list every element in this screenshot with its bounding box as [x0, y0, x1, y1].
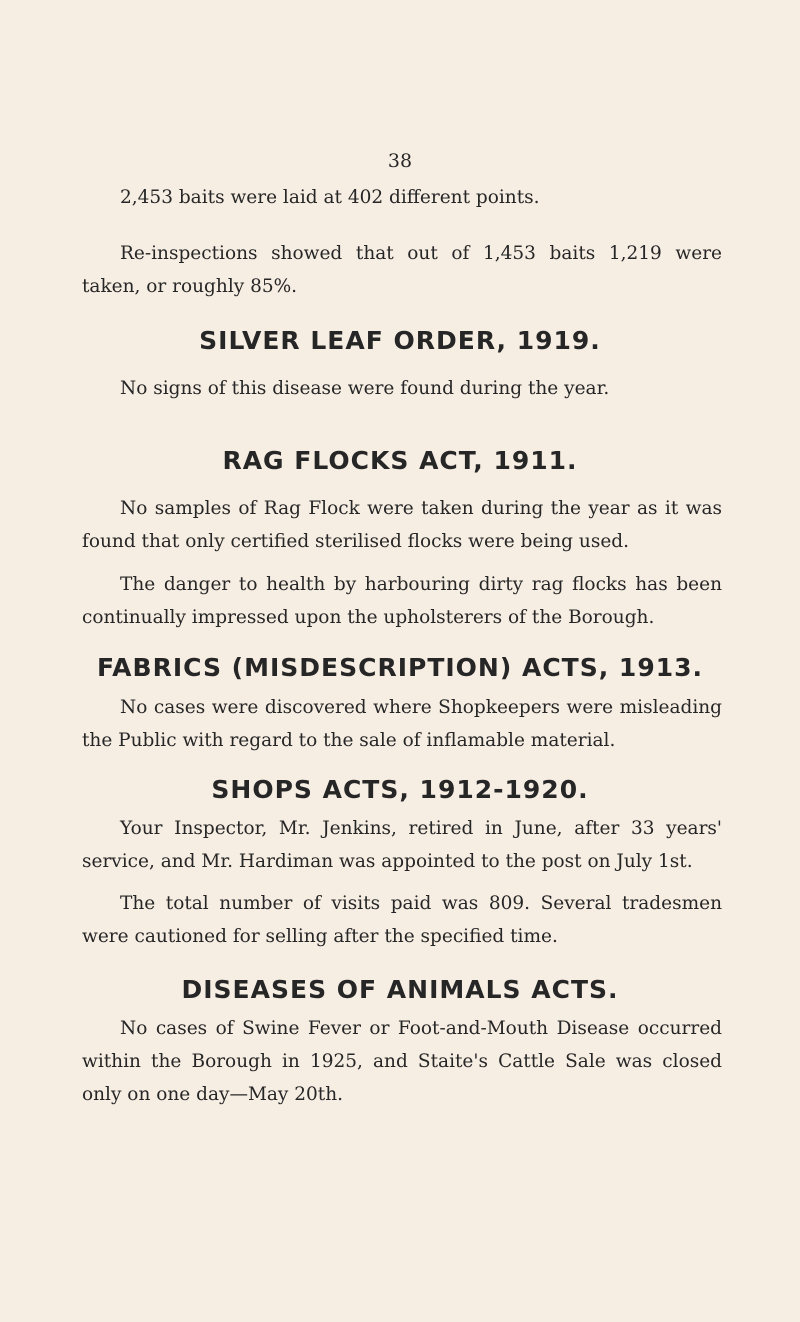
heading-shops-acts: SHOPS ACTS, 1912-1920. [211, 775, 589, 804]
paragraph-baits-laid: 2,453 baits were laid at 402 different points. [120, 187, 540, 208]
paragraph-shops-inspector: Your Inspector, Mr. Jenkins, retired in June, after 33 years' service, and Mr. Hardiman was appointed to the post on July 1st. [82, 818, 722, 872]
paragraph-silver-leaf: No signs of this disease were found during the year. [120, 378, 610, 399]
page-number: 38 [387, 150, 413, 172]
paragraph-rag-flock-samples: No samples of Rag Flock were taken during the year as it was found that only certified sterilised flocks were being used. [82, 498, 722, 552]
paragraph-diseases: No cases of Swine Fever or Foot-and-Mouth Disease occurred within the Borough in 1925, and Staite's Cattle Sale was closed only on one day—May 20th. [82, 1018, 722, 1105]
heading-diseases-of-animals-acts: DISEASES OF ANIMALS ACTS. [181, 975, 619, 1004]
paragraph-re-inspections: Re-inspections showed that out of 1,453 baits 1,219 were taken, or roughly 85%. [82, 243, 722, 297]
paragraph-shops-visits: The total number of visits paid was 809. Several tradesmen were cautioned for selling after the specified time. [82, 893, 722, 947]
heading-silver-leaf-order: SILVER LEAF ORDER, 1919. [199, 326, 601, 355]
paragraph-fabrics: No cases were discovered where Shopkeepers were misleading the Public with regard to the sale of inflamable material. [82, 697, 722, 751]
paragraph-rag-flock-danger: The danger to health by harbouring dirty rag flocks has been continually impressed upon the upholsterers of the Borough. [82, 574, 722, 628]
heading-fabrics-misdescription-acts: FABRICS (MISDESCRIPTION) ACTS, 1913. [96, 653, 704, 682]
heading-rag-flocks-act: RAG FLOCKS ACT, 1911. [222, 446, 578, 475]
